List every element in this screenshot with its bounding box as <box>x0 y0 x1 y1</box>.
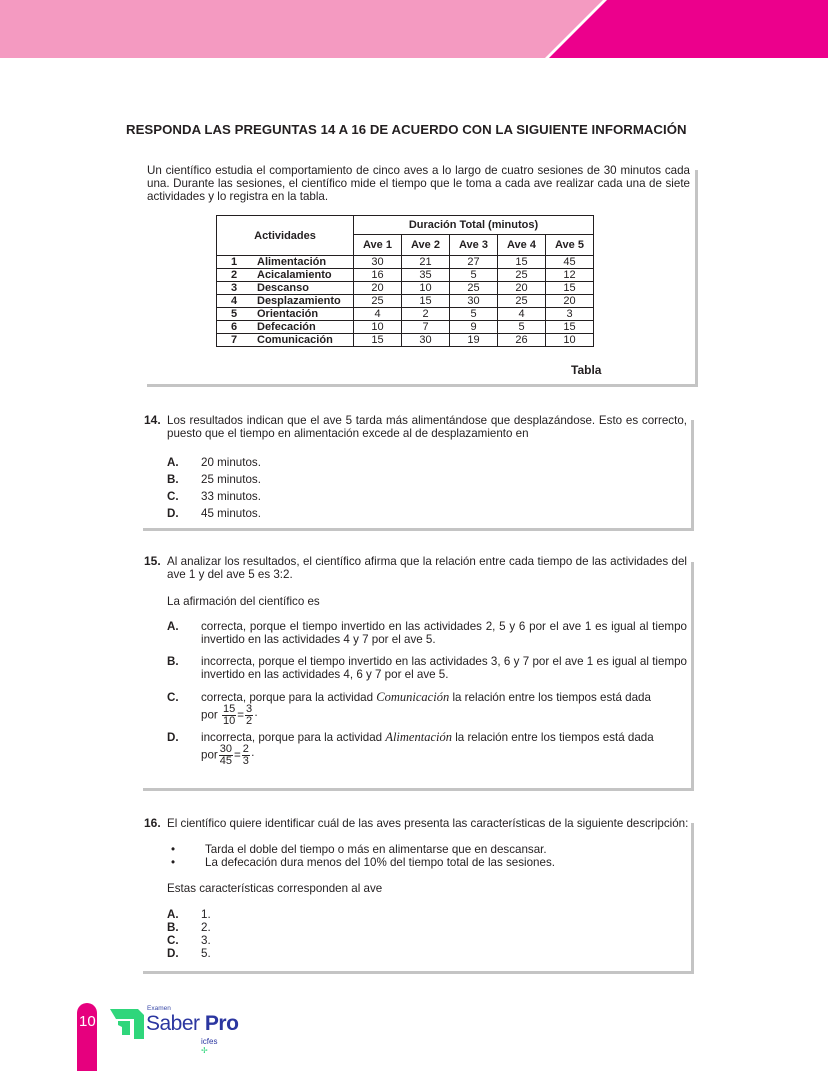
activity-name-italic: Comunicación <box>376 690 450 704</box>
bullet-icon: • <box>171 843 176 856</box>
column-header: Ave 5 <box>546 235 594 256</box>
activity-name-italic: Alimentación <box>385 730 452 744</box>
table-row <box>217 269 594 282</box>
fraction <box>219 744 233 767</box>
option-text: 45 minutos. <box>201 507 261 520</box>
cell-value: 30 <box>354 256 402 269</box>
cell-value: 10 <box>402 282 450 295</box>
cell-value: 12 <box>546 269 594 282</box>
question-number: 16. <box>144 816 161 830</box>
answer-option-d[interactable] <box>167 731 687 767</box>
option-letter: A. <box>167 908 179 921</box>
option-letter: D. <box>167 947 179 960</box>
fraction <box>242 744 250 767</box>
column-header: Ave 2 <box>402 235 450 256</box>
option-text: incorrecta, porque el tiempo invertido en las actividades 3, 6 y 7 por el ave 1 es igual al tiempo invertido en las actividades 4, 6 y 7 por el ave 5. <box>201 655 687 681</box>
answer-option-c[interactable] <box>167 691 687 727</box>
answer-option-b[interactable] <box>167 473 687 486</box>
cell-value: 7 <box>402 321 450 334</box>
activity-name: Defecación <box>247 321 354 334</box>
logo-icfes-text <box>201 1037 217 1055</box>
cell-value: 30 <box>450 295 498 308</box>
table-row <box>217 295 594 308</box>
question-stem: Al analizar los resultados, el científico afirma que la relación entre cada tiempo de las actividades del ave 1 y del ave 5 es 3:2. <box>167 555 687 581</box>
question-stem: Los resultados indican que el ave 5 tarda más alimentándose que desplazándose. Esto es correcto, puesto que el tiempo en alimentación excede al de desplazamiento en <box>167 414 687 440</box>
numerator: 2 <box>242 743 249 755</box>
denominator: 3 <box>242 755 249 767</box>
logo-examen-text: Examen <box>147 1005 171 1012</box>
cell-value: 9 <box>450 321 498 334</box>
question-number: 14. <box>144 413 161 427</box>
cell-value: 3 <box>546 308 594 321</box>
cell-value: 5 <box>450 269 498 282</box>
option-text: correcta, porque el tiempo invertido en las actividades 2, 5 y 6 por el ave 1 es igual al tiempo invertido en las actividades 4 y 7 por el ave 5. <box>201 620 687 646</box>
cell-value: 15 <box>402 295 450 308</box>
icfes-star-icon: ✢ <box>201 1046 208 1055</box>
cell-value: 15 <box>546 282 594 295</box>
cell-value: 20 <box>498 282 546 295</box>
table-row <box>217 256 594 269</box>
answer-option-d[interactable] <box>167 507 687 520</box>
option-text: 20 minutos. <box>201 456 261 469</box>
table-caption: Tabla <box>571 363 602 377</box>
table-row <box>217 334 594 347</box>
option-letter: A. <box>167 620 179 633</box>
answer-option-a[interactable] <box>167 456 687 469</box>
answer-option-b[interactable] <box>167 655 687 681</box>
cell-value: 5 <box>498 321 546 334</box>
answer-option-d[interactable] <box>167 947 689 960</box>
denominator: 10 <box>223 715 236 727</box>
question-stem: El científico quiere identificar cuál de las aves presenta las características de la siguiente descripción: <box>167 817 689 830</box>
option-letter: C. <box>167 490 179 503</box>
data-table <box>216 215 594 347</box>
saber-pro-arrow-icon <box>110 1009 144 1039</box>
cell-value: 19 <box>450 334 498 347</box>
cell-value: 10 <box>546 334 594 347</box>
row-number: 7 <box>217 334 248 347</box>
answer-option-a[interactable] <box>167 908 689 921</box>
denominator: 45 <box>219 755 233 767</box>
activity-name: Orientación <box>247 308 354 321</box>
bullet-text: La defecación dura menos del 10% del tiempo total de las sesiones. <box>205 856 555 869</box>
cell-value: 26 <box>498 334 546 347</box>
option-text: 3. <box>201 934 211 947</box>
option-text: correcta, porque para la actividad Comunicación la relación entre los tiempos está dada por $\frac{15}{10}$ = $\frac{3}{2}$ · <box>201 690 651 727</box>
cell-value: 35 <box>402 269 450 282</box>
cell-value: 20 <box>354 282 402 295</box>
option-letter: D. <box>167 507 179 520</box>
option-text-part: por <box>201 748 218 762</box>
option-text: 2. <box>201 921 211 934</box>
option-text: 1. <box>201 908 211 921</box>
duration-group-header: Duración Total (minutos) <box>354 216 594 235</box>
option-letter: B. <box>167 473 179 486</box>
column-header: Ave 4 <box>498 235 546 256</box>
option-text-part: correcta, porque para la actividad <box>201 691 377 704</box>
cell-value: 15 <box>354 334 402 347</box>
cell-value: 45 <box>546 256 594 269</box>
cell-value: 21 <box>402 256 450 269</box>
row-number: 6 <box>217 321 248 334</box>
option-text: 25 minutos. <box>201 473 261 486</box>
row-number: 2 <box>217 269 248 282</box>
option-letter: C. <box>167 691 179 704</box>
option-letter: D. <box>167 731 179 744</box>
row-number: 5 <box>217 308 248 321</box>
question-lead: Estas características corresponden al ave <box>167 882 383 895</box>
cell-value: 25 <box>498 295 546 308</box>
logo-icfes: icfes <box>201 1037 218 1046</box>
logo-pro: Pro <box>204 1012 239 1035</box>
row-number: 1 <box>217 256 248 269</box>
fraction <box>222 704 236 727</box>
cell-value: 20 <box>546 295 594 308</box>
question-14 <box>144 414 687 520</box>
activity-name: Acicalamiento <box>247 269 354 282</box>
question-lead: La afirmación del científico es <box>167 595 320 608</box>
option-letter: B. <box>167 921 179 934</box>
numerator: 15 <box>223 703 236 715</box>
column-header: Ave 1 <box>354 235 402 256</box>
answer-option-a[interactable] <box>167 620 687 646</box>
cell-value: 30 <box>402 334 450 347</box>
fraction <box>245 704 253 727</box>
logo-saber: Saber <box>146 1012 200 1035</box>
option-text-part: la relación entre los tiempos está dada <box>449 691 651 704</box>
section-title: RESPONDA LAS PREGUNTAS 14 A 16 DE ACUERDO CON LA SIGUIENTE INFORMACIÓN <box>126 122 687 137</box>
cell-value: 15 <box>546 321 594 334</box>
question-15 <box>144 555 687 767</box>
page-number: 10 <box>79 1013 96 1030</box>
answer-option-b[interactable] <box>167 921 689 934</box>
table-row <box>217 321 594 334</box>
row-number: 3 <box>217 282 248 295</box>
table-row <box>217 282 594 295</box>
question-16 <box>144 817 689 960</box>
option-text: incorrecta, porque para la actividad Alimentación la relación entre los tiempos está dada por $\frac{30}{45}$ = $\frac{2}{3}$ · <box>201 730 654 767</box>
table-row <box>217 308 594 321</box>
bullet-icon: • <box>171 856 176 869</box>
bullet-item <box>167 843 689 856</box>
question-number: 15. <box>144 554 161 568</box>
cell-value: 10 <box>354 321 402 334</box>
cell-value: 4 <box>498 308 546 321</box>
cell-value: 16 <box>354 269 402 282</box>
cell-value: 27 <box>450 256 498 269</box>
option-letter: A. <box>167 456 179 469</box>
row-number: 4 <box>217 295 248 308</box>
intro-text: Un científico estudia el comportamiento de cinco aves a lo largo de cuatro sesiones de 30 minutos cada una. Durante las sesiones, el científico mide el tiempo que le toma a cada ave realizar cada una de siete actividades y lo registra en la tabla. <box>147 164 690 203</box>
activity-name: Desplazamiento <box>247 295 354 308</box>
activity-name: Alimentación <box>247 256 354 269</box>
answer-option-c[interactable] <box>167 490 687 503</box>
option-letter: C. <box>167 934 179 947</box>
bullet-text: Tarda el doble del tiempo o más en alimentarse que en descansar. <box>205 843 547 856</box>
option-text-part: por <box>201 708 218 722</box>
numerator: 30 <box>219 743 233 755</box>
option-text: 5. <box>201 947 211 960</box>
bullet-item <box>167 856 689 869</box>
logo-main-text <box>146 1012 238 1036</box>
activity-name: Descanso <box>247 282 354 295</box>
option-letter: B. <box>167 655 179 668</box>
answer-option-c[interactable] <box>167 934 689 947</box>
cell-value: 25 <box>498 269 546 282</box>
activity-name: Comunicación <box>247 334 354 347</box>
column-header: Ave 3 <box>450 235 498 256</box>
option-text: 33 minutos. <box>201 490 261 503</box>
page-header-banner <box>0 0 828 58</box>
option-text-part: la relación entre los tiempos está dada <box>451 731 654 744</box>
cell-value: 25 <box>450 282 498 295</box>
option-text-part: incorrecta, porque para la actividad <box>201 731 386 744</box>
numerator: 3 <box>246 703 253 715</box>
cell-value: 4 <box>354 308 402 321</box>
activities-header: Actividades <box>217 216 354 256</box>
denominator: 2 <box>246 715 253 727</box>
cell-value: 15 <box>498 256 546 269</box>
cell-value: 2 <box>402 308 450 321</box>
cell-value: 5 <box>450 308 498 321</box>
cell-value: 25 <box>354 295 402 308</box>
